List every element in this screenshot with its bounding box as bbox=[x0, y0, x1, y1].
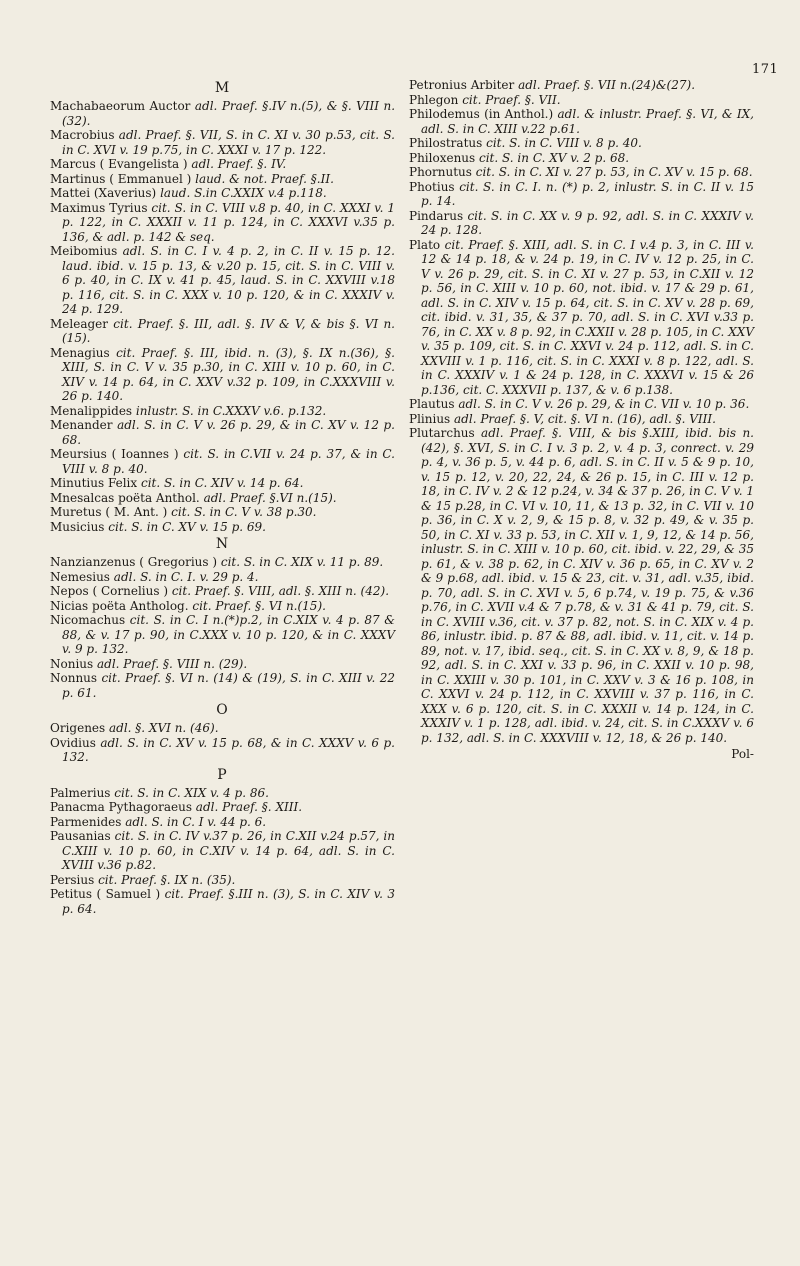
index-entry bbox=[50, 186, 395, 201]
entry-reference: cit. S. in C. XIX v. 4 p. 86. bbox=[110, 785, 269, 800]
entry-name: Mnesalcas poëta Anthol. bbox=[50, 490, 200, 505]
entry-name: Meursius ( Ioannes ) bbox=[50, 447, 179, 461]
entry-reference: cit. Praef. §.III n. (3), S. in C. XIV v. 3 p. 64. bbox=[62, 887, 396, 916]
entry-name: Plinius bbox=[409, 411, 451, 426]
entry-reference: cit. S. in C.VII v. 24 p. 37, & in C. VIII v. 8 p. 40. bbox=[62, 447, 395, 476]
index-entry bbox=[409, 136, 754, 151]
index-entry bbox=[50, 99, 395, 128]
entry-name: Nicomachus bbox=[50, 613, 126, 627]
entry-reference: cit. S. in C. XV v. 2 p. 68. bbox=[475, 150, 630, 165]
entry-reference: adl. Praef. §.VI n.(15). bbox=[199, 490, 337, 505]
index-entry bbox=[50, 317, 395, 346]
entry-reference: cit. S. in C. XIX v. 11 p. 89. bbox=[217, 555, 384, 569]
index-entry bbox=[50, 404, 395, 419]
entry-name: Menander bbox=[50, 418, 113, 432]
index-entry bbox=[50, 613, 395, 657]
index-entry bbox=[409, 165, 754, 180]
entry-name: Philodemus (in Anthol.) bbox=[409, 107, 554, 121]
entry-reference: adl. Praef. §. VII, S. in C. XI v. 30 p.53, cit. S. in C. XVI v. 19 p.75, in C. XXXI v. 17 p. 122. bbox=[62, 128, 395, 157]
entry-name: Plautus bbox=[409, 397, 455, 411]
entry-reference: adl. §. XVI n. (46). bbox=[105, 721, 219, 735]
index-entry bbox=[50, 157, 395, 172]
entry-reference: adl. S. in C. I v. 44 p. 6. bbox=[121, 814, 267, 829]
entry-name: Philostratus bbox=[409, 136, 483, 150]
entry-reference: cit. Praef. §. XIII, adl. S. in C. I v.4 p. 3, in C. III v. 12 & 14 p. 18, & v. 24 p. 19, in C. IV v. 12 p. 25, in C. V v. 26 p. 29, cit. S. in C. XI v. 27 p. 53, in C.XII v. 12 p. 56, in C. XIII v. 10 p. 60, not. ibid. v. 17 & 29 p. 61, adl. S. in C. XIV v. 15 p. 64, cit. S. in C. XV v. 28 p. 69, cit. ibid. v. 31, 35, & 37 p. 70, adl. S. in C. XVI v.33 p. 76, in C. XX v. 8 p. 92, in C.XXII v. 28 p. 105, in C. XXV v. 35 p. 109, cit. S. in C. XXVI v. 24 p. 112, adl. S. in C. XXVIII v. 1 p. 116, cit. S. in C. XXXI v. 8 p. 122, adl. S. in C. XXXIV v. 1 & 24 p. 128, in C. XXXVI v. 15 & 26 p.136, cit. C. XXXVII p. 137, & v. 6 p.138. bbox=[421, 237, 754, 397]
entry-name: Photius bbox=[409, 179, 455, 194]
entry-reference: cit. Praef. §. VI n.(15). bbox=[188, 598, 326, 613]
entry-reference: cit. Praef. §. IX n. (35). bbox=[94, 872, 236, 887]
entries-p bbox=[50, 786, 395, 917]
entry-name: Nicias poëta Antholog. bbox=[50, 598, 189, 613]
entries-m bbox=[50, 99, 395, 534]
entry-reference: cit. S. in C. XV v. 15 p. 69. bbox=[104, 519, 266, 534]
entry-reference: adl. S. in C. V v. 26 p. 29, & in C. XV v. 12 p. 68. bbox=[62, 418, 395, 447]
entry-reference: adl. S. in C. XV v. 15 p. 68, & in C. XXXV v. 6 p. 132. bbox=[62, 735, 395, 764]
index-entry bbox=[409, 209, 754, 238]
entry-name: Plutarchus bbox=[409, 426, 475, 440]
entry-reference: laud. S.in C.XXIX v.4 p.118. bbox=[156, 186, 327, 200]
entry-name: Nepos ( Cornelius ) bbox=[50, 584, 169, 598]
entry-name: Phlegon bbox=[409, 92, 459, 107]
entry-name: Panacma Pythagoraeus bbox=[50, 800, 192, 814]
entry-name: Meleager bbox=[50, 316, 109, 331]
entry-reference: inlustr. S. in C.XXXV v.6. p.132. bbox=[132, 403, 327, 418]
index-entry bbox=[50, 201, 395, 245]
index-entry bbox=[50, 244, 395, 317]
index-entry bbox=[50, 829, 395, 873]
entry-name: Petronius Arbiter bbox=[409, 78, 515, 92]
section-head-p: P bbox=[217, 766, 228, 783]
entry-reference: cit. S. in C. XX v. 9 p. 92, adl. S. in C. XXXIV v. 24 p. 128. bbox=[421, 208, 754, 237]
entry-reference: laud. & not. Praef. §.II. bbox=[191, 171, 334, 186]
entry-name: Phornutus bbox=[409, 165, 472, 179]
entry-name: Palmerius bbox=[50, 785, 111, 800]
entry-reference: cit. S. in C. XI v. 27 p. 53, in C. XV v. 15 p. 68. bbox=[471, 165, 753, 179]
entry-name: Nemesius bbox=[50, 569, 110, 584]
catchword: Pol- bbox=[731, 747, 754, 761]
index-entry bbox=[50, 476, 395, 491]
entry-name: Nonnus bbox=[50, 671, 98, 685]
index-entry bbox=[50, 721, 395, 736]
entry-reference: cit. Praef. §. VII. bbox=[458, 92, 561, 107]
index-entry bbox=[50, 599, 395, 614]
entry-name: Musicius bbox=[50, 519, 105, 534]
entry-name: Plato bbox=[409, 237, 441, 252]
entry-name: Minutius Felix bbox=[50, 476, 138, 490]
entry-name: Menagius bbox=[50, 345, 110, 360]
entry-reference: adl. & inlustr. Praef. §. VI, & IX, adl. S. in C. XIII v.22 p.61. bbox=[421, 107, 754, 136]
entry-name: Ovidius bbox=[50, 735, 96, 750]
entry-reference: cit. Praef. §. VI n. (14) & (19), S. in C. XIII v. 22 p. 61. bbox=[62, 671, 395, 700]
index-entry bbox=[409, 397, 754, 412]
entry-reference: cit. S. in C. VIII v. 8 p. 40. bbox=[482, 136, 642, 150]
index-entry bbox=[50, 505, 395, 520]
index-entry bbox=[409, 426, 754, 745]
entry-name: Parmenides bbox=[50, 814, 122, 829]
section-head-o: O bbox=[216, 702, 229, 718]
index-entry bbox=[50, 887, 395, 916]
entry-reference: cit. S. in C. I. n. (*) p. 2, inlustr. S. in C. II v. 15 p. 14. bbox=[421, 179, 754, 208]
entry-name: Petitus ( Samuel ) bbox=[50, 887, 161, 901]
index-entry bbox=[409, 78, 754, 93]
entries-o bbox=[50, 721, 395, 765]
index-entry bbox=[409, 151, 754, 166]
index-entry bbox=[409, 107, 754, 136]
entry-reference: adl. Praef. §. V, cit. §. VI n. (16), adl. §. VIII. bbox=[450, 411, 716, 426]
entry-reference: adl. Praef. §.IV n.(5), & §. VIII n.(32). bbox=[62, 99, 396, 128]
entry-reference: cit. S. in C. I n.(*)p.2, in C.XIX v. 4 p. 87 & 88, & v. 17 p. 90, in C.XXX v. 10 p. 120, & in C. XXXV v. 9 p. 132. bbox=[62, 613, 395, 656]
entry-name: Nanzianzenus ( Gregorius ) bbox=[50, 555, 218, 569]
entry-reference: adl. Praef. §. VIII n. (29). bbox=[93, 656, 248, 671]
entry-reference: adl. Praef. §. VII n.(24)&(27). bbox=[514, 78, 696, 92]
entries-right bbox=[409, 78, 754, 745]
index-entry bbox=[50, 520, 395, 535]
entry-reference: adl. S. in C. I v. 4 p. 2, in C. II v. 15 p. 12. laud. ibid. v. 15 p. 13, & v.20 p. 15, cit. S. in C. VIII v. 6 p. 40, in C. IX v. 41 p. 45, laud. S. in C. XXVIII v.18 p. 116, cit. S. in C. XXX v. 10 p. 120, & in C. XXXIV v. 24 p. 129. bbox=[62, 244, 395, 316]
index-entry bbox=[50, 555, 395, 570]
entry-reference: cit. Praef. §. VIII, adl. §. XIII n. (42). bbox=[168, 584, 390, 598]
entry-name: Machabaeorum Auctor bbox=[50, 99, 191, 113]
entries-n bbox=[50, 555, 395, 700]
index-entry bbox=[50, 815, 395, 830]
entry-reference: adl. Praef. §. IV. bbox=[187, 157, 287, 171]
index-entry bbox=[50, 786, 395, 801]
index-entry bbox=[409, 93, 754, 108]
index-entry bbox=[50, 418, 395, 447]
index-entry bbox=[50, 570, 395, 585]
entry-name: Persius bbox=[50, 872, 95, 887]
index-entry bbox=[50, 800, 395, 815]
page-number: 171 bbox=[752, 62, 779, 77]
entry-reference: adl. S. in C. V v. 26 p. 29, & in C. VII v. 10 p. 36. bbox=[454, 397, 750, 411]
index-entry bbox=[50, 128, 395, 157]
entry-name: Philoxenus bbox=[409, 150, 476, 165]
entry-reference: cit. S. in C. VIII v.8 p. 40, in C. XXXI v. 1 p. 122, in C. XXXII v. 11 p. 124, in C. XXXVI v.35 p. 136, & adl. p. 142 & seq. bbox=[62, 200, 395, 244]
index-entry bbox=[50, 873, 395, 888]
entry-name: Martinus ( Emmanuel ) bbox=[50, 171, 192, 186]
entry-name: Pausanias bbox=[50, 829, 111, 843]
entry-name: Macrobius bbox=[50, 128, 115, 142]
index-entry bbox=[409, 180, 754, 209]
entry-reference: adl. Praef. §. XIII. bbox=[191, 800, 303, 814]
entry-name: Menalippides bbox=[50, 403, 133, 418]
index-entry bbox=[50, 172, 395, 187]
entry-name: Origenes bbox=[50, 721, 106, 735]
entry-name: Muretus ( M. Ant. ) bbox=[50, 505, 168, 519]
entry-reference: adl. S. in C. I. v. 29 p. 4. bbox=[109, 569, 259, 584]
index-entry bbox=[50, 491, 395, 506]
index-entry bbox=[50, 346, 395, 404]
index-entry bbox=[409, 412, 754, 427]
entry-reference: cit. S. in C. V v. 38 p.30. bbox=[167, 505, 317, 519]
entry-name: Maximus Tyrius bbox=[50, 200, 148, 215]
entry-name: Marcus ( Evangelista ) bbox=[50, 157, 188, 171]
index-entry bbox=[50, 584, 395, 599]
entry-reference: cit. Praef. §. III, adl. §. IV & V, & bis §. VI n.(15). bbox=[62, 316, 395, 345]
index-entry bbox=[50, 736, 395, 765]
entry-name: Pindarus bbox=[409, 208, 464, 223]
index-entry bbox=[409, 238, 754, 398]
entry-reference: cit. S. in C. XIV v. 14 p. 64. bbox=[137, 476, 304, 490]
right-column bbox=[409, 78, 754, 762]
section-head-n: N bbox=[215, 536, 230, 552]
entry-reference: cit. Praef. §. III, ibid. n. (3), §. IX n.(36), §. XIII, S. in C. V v. 35 p.30, in C. XIII v. 10 p. 60, in C. XIV v. 14 p. 64, in C. XXV v.32 p. 109, in C.XXXVIII v. 26 p. 140. bbox=[62, 345, 395, 403]
section-head-m: M bbox=[214, 80, 231, 96]
index-entry bbox=[50, 657, 395, 672]
entry-name: Meibomius bbox=[50, 244, 118, 258]
index-entry bbox=[50, 671, 395, 700]
entry-reference: adl. Praef. §. VIII, & bis §.XIII, ibid. bis n. (42), §. XVI, S. in C. I v. 3 p. 2, v. 4 p. 3, conrect. v. 29 p. 4, v. 36 p. 5, v. 44 p. 6, adl. S. in C. II v. 5 & 9 p. 10, v. 15 p. 12, v. 20, 22, 24, & 26 p. 15, in C. III v. 12 p. 18, in C. IV v. 2 & 12 p.24, v. 34 & 37 p. 26, in C. V v. 1 & 15 p.28, in C. VI v. 10, 11, & 13 p. 32, in C. VII v. 10 p. 36, in C. X v. 2, 9, & 15 p. 8, v. 32 p. 49, & v. 35 p. 50, in C. XI v. 33 p. 53, in C. XII v. 1, 9, 12, & 14 p. 56, inlustr. S. in C. XIII v. 10 p. 60, cit. ibid. v. 22, 29, & 35 p. 61, & v. 38 p. 62, in C. XIV v. 36 p. 65, in C. XV v. 2 & 9 p.68, adl. ibid. v. 15 & 23, cit. v. 31, adl. v.35, ibid. p. 70, adl. S. in C. XVI v. 5, 6 p.74, v. 19 p. 75, & v.36 p.76, in C. XVII v.4 & 7 p.78, & v. 31 & 41 p. 79, cit. S. in C. XVIII v.36, cit. v. 37 p. 82, not. S. in C. XIX v. 4 p. 86, inlustr. ibid. p. 87 & 88, adl. ibid. v. 11, cit. v. 14 p. 89, not. v. 17, ibid. seq., cit. S. in C. XX v. 8, 9, & 18 p. 92, adl. S. in C. XXI v. 33 p. 96, in C. XXII v. 10 p. 98, in C. XXIII v. 30 p. 101, in C. XXV v. 3 & 16 p. 108, in C. XXVI v. 24 p. 112, in C. XXVIII v. 37 p. 116, in C. XXX v. 6 p. 120, cit. S. in C. XXXII v. 14 p. 124, in C. XXXIV v. 1 p. 128, adl. ibid. v. 24, cit. S. in C.XXXV v. 6 p. 132, adl. S. in C. XXXVIII v. 12, 18, & 26 p. 140. bbox=[421, 426, 755, 745]
left-column bbox=[50, 78, 395, 916]
entry-reference: cit. S. in C. IV v.37 p. 26, in C.XII v.24 p.57, in C.XIII v. 10 p. 60, in C.XIV v. 14 p. 64, adl. S. in C. XVIII v.36 p.82. bbox=[62, 829, 395, 872]
entry-name: Mattei (Xaverius) bbox=[50, 186, 157, 200]
index-entry bbox=[50, 447, 395, 476]
entry-name: Nonius bbox=[50, 656, 94, 671]
